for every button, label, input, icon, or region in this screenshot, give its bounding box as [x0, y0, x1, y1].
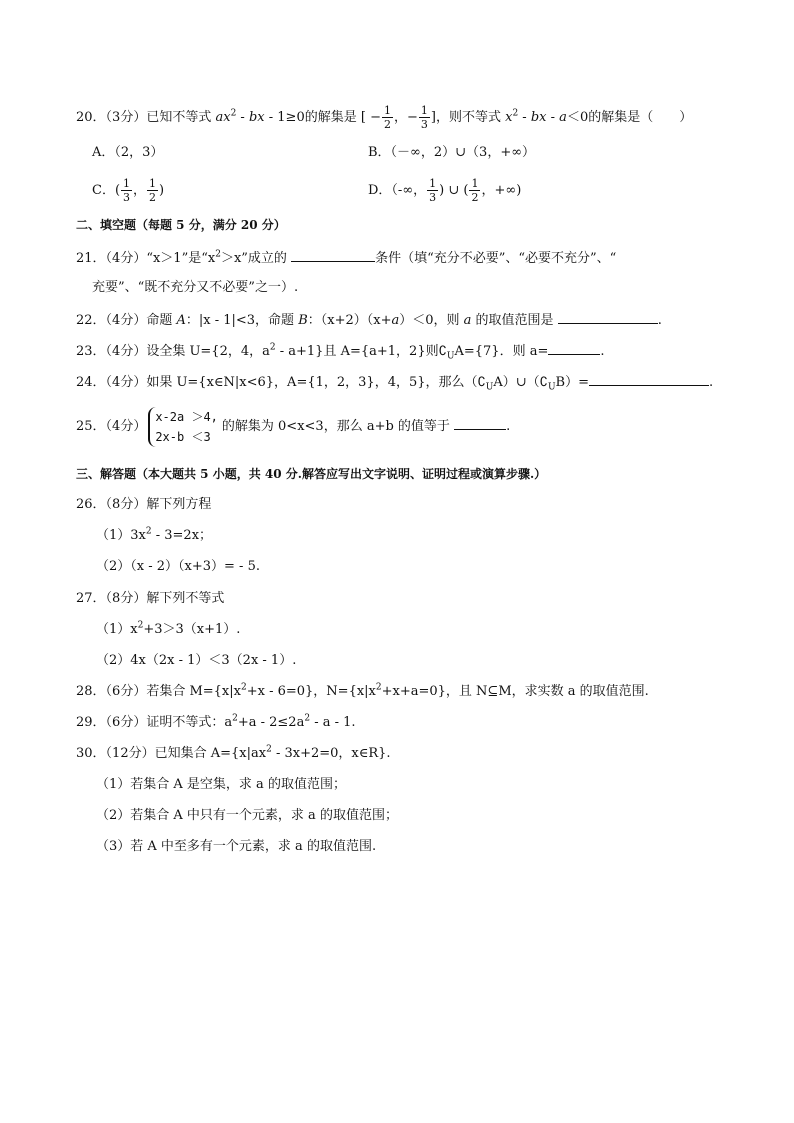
- answer-blank[interactable]: [548, 340, 600, 355]
- option-a: A．（2，3）: [92, 145, 164, 160]
- fraction: $\frac{1}{2}$: [149, 177, 157, 204]
- question-number: 23．（4分）: [76, 344, 147, 359]
- question-number: 27．（8分）: [76, 591, 147, 606]
- question-25: 25．（4分） x-2a ＞4, 2x-b ＜3 的解集为 0<x<3，那么 a+b 的值等于 .: [76, 405, 510, 449]
- question-26-part1: $(1)3x^2 - 3=2x$；: [96, 526, 213, 543]
- option-c: C．( $\frac{1}{3}$ ， $\frac{1}{2}$ ): [92, 177, 165, 204]
- question-number: 22．（4分）: [76, 313, 147, 328]
- fraction: $\frac{1}{2}$: [383, 104, 391, 131]
- question-27-part2: （2）4x（2x - 1）＜3（2x - 1）.: [96, 653, 297, 668]
- section-title: 三、解答题（本大题共 5 小题，共 40 分.解答应写出文字说明、证明过程或演算步骤.）: [76, 467, 547, 481]
- question-number: 21．（4分）: [76, 251, 147, 266]
- question-24: 24．（4分）如果 U={x∈N|x<6}，A={1，2，3}，4，5}，那么$(∁_UA)\cup(∁_UB)=$ .: [76, 371, 713, 393]
- question-26-part2: （2）（x - 2）（x+3）= - 5.: [96, 559, 260, 574]
- option-b: B．（－∞，2）∪（3，+∞）: [368, 145, 536, 160]
- question-number: 26．（8分）: [76, 497, 147, 512]
- answer-blank[interactable]: [291, 247, 375, 262]
- question-26: 26．（8分）解下列方程: [76, 497, 212, 512]
- inequality-system: x-2a ＞4, 2x-b ＜3: [148, 407, 218, 447]
- answer-blank[interactable]: [589, 371, 709, 386]
- question-number: 30．（12分）: [76, 746, 155, 761]
- answer-blank[interactable]: [558, 309, 658, 324]
- fraction: $\frac{1}{2}$: [471, 177, 479, 204]
- question-30: 30．（12分）已知集合 $A=\{x|ax^2 - 3x+2=0$，x∈R}.: [76, 744, 391, 761]
- question-28: 28．（6分）若集合 $M=\{x|x^2+x - 6=0\}$，$N=\{x|x^2+x+a=0\}$，且 N⊆M，求实数 a 的取值范围.: [76, 682, 649, 699]
- question-30-part2: （2）若集合 A 中只有一个元素，求 a 的取值范围；: [96, 808, 398, 823]
- fraction: $\frac{1}{3}$: [123, 177, 131, 204]
- question-number: 24．（4分）: [76, 375, 147, 390]
- answer-blank[interactable]: [454, 415, 506, 430]
- question-21-line2: 充要”、“既不充分又不必要”之一）.: [92, 280, 299, 295]
- question-23: 23．（4分）设全集 U={2，4，$a^2 - a+1$}且 A={a+1，2}则$∁_UA=\{7\}$．则 a= .: [76, 340, 604, 362]
- section-title: 二、填空题（每题 5 分，满分 20 分）: [76, 218, 286, 232]
- option-d: D．（-∞， $\frac{1}{3}$ ) ∪ ( $\frac{1}{2}$ ，+∞): [368, 177, 522, 204]
- question-number: 29．（6分）: [76, 715, 147, 730]
- question-number: 25．（4分）: [76, 419, 147, 434]
- question-27-part1: $(1)x^2+3>3(x+1)$.: [96, 620, 241, 637]
- question-number: 28．（6分）: [76, 684, 147, 699]
- question-22: 22．（4分）命题 A：|x - 1|<3，命题 B：（x+2）（x+a）＜0，则 a 的取值范围是 .: [76, 309, 662, 331]
- question-30-part3: （3）若 A 中至多有一个元素，求 a 的取值范围.: [96, 839, 377, 854]
- fraction: $\frac{1}{3}$: [420, 104, 428, 131]
- question-number: 20．（3分）: [76, 110, 147, 125]
- question-27: 27．（8分）解下列不等式: [76, 591, 225, 606]
- question-30-part1: （1）若集合 A 是空集，求 a 的取值范围；: [96, 777, 346, 792]
- fraction: $\frac{1}{3}$: [429, 177, 437, 204]
- question-21: 21．（4分）“x＞1”是“$x^2>x$”成立的 条件（填“充分不必要”、“必要不充分”、“: [76, 247, 616, 269]
- question-29: 29．（6分）证明不等式：$a^2+a - 2\le 2a^2 - a - 1$.: [76, 713, 356, 730]
- question-20: 20．（3分）已知不等式 $ax^2$ - bx - 1≥0的解集是 [ − $\frac{1}{2}$ ，− $\frac{1}{3}$ ]，则不等式 $x^2$ - bx - a＜0的解集是（ ）: [76, 104, 693, 131]
